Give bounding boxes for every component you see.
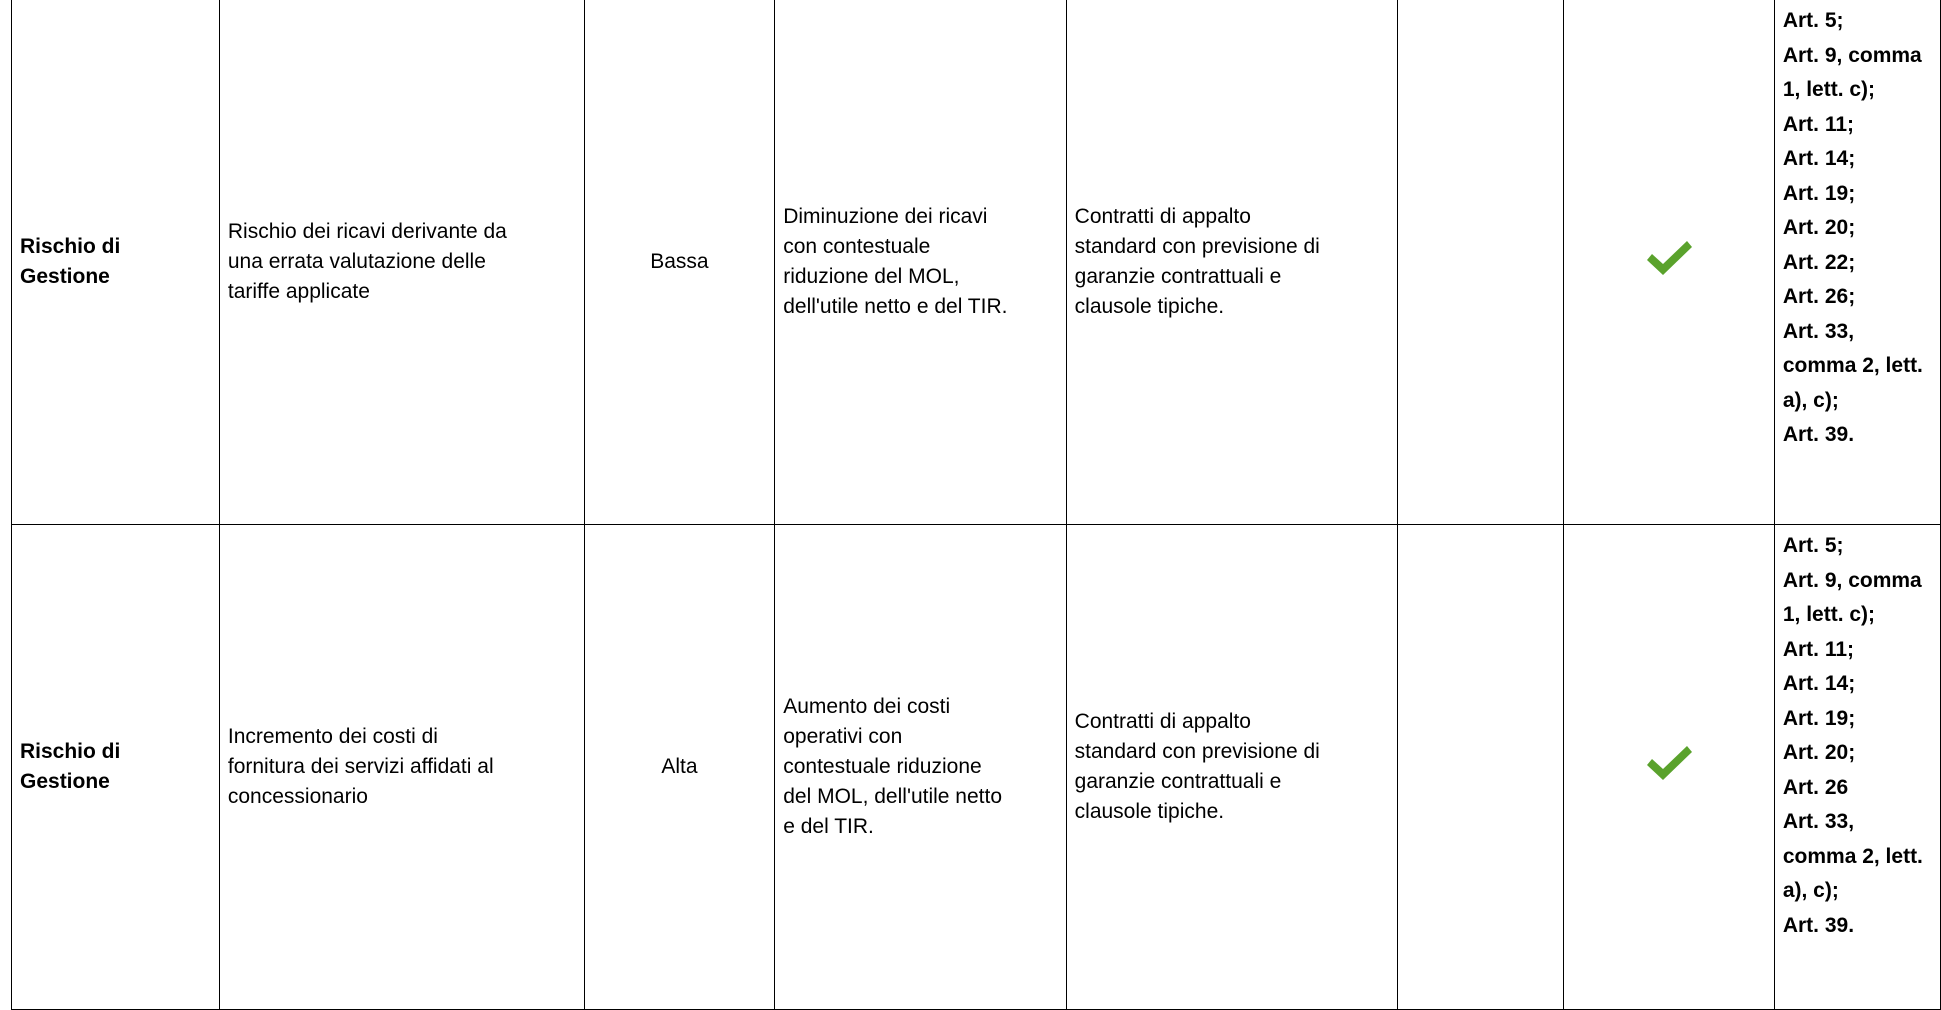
reference-line: Art. 33, bbox=[1782, 319, 1855, 343]
empty-cell[interactable] bbox=[1397, 0, 1563, 525]
allocation-cell[interactable] bbox=[1563, 0, 1774, 525]
reference-line: 1, lett. c); bbox=[1782, 78, 1876, 101]
effects-cell[interactable]: Aumento dei costi operativi con contestuale riduzione del MOL, dell'utile netto e del TIR. bbox=[775, 525, 1066, 1010]
reference-line: Art. 33, bbox=[1782, 810, 1855, 833]
mitigation-cell[interactable]: Contratti di appalto standard con previsione di garanzie contrattuali e clausole tipiche. bbox=[1066, 0, 1397, 525]
reference-line: Art. 9, comma bbox=[1782, 568, 1922, 592]
reference-line: Art. 5; bbox=[1782, 534, 1844, 557]
reference-line: a), c); bbox=[1782, 388, 1839, 412]
reference-line: Art. 39. bbox=[1782, 913, 1855, 937]
reference-line: Art. 5; bbox=[1782, 9, 1844, 32]
reference-line: Art. 11; bbox=[1782, 637, 1855, 661]
reference-line: comma 2, lett. bbox=[1782, 844, 1923, 868]
risk-category-cell[interactable]: Rischio di Gestione bbox=[12, 0, 220, 525]
probability-cell[interactable]: Alta bbox=[584, 525, 775, 1010]
reference-line: Art. 19; bbox=[1782, 181, 1856, 205]
references-cell[interactable] bbox=[1774, 0, 1940, 525]
risk-description-cell[interactable]: Rischio dei ricavi derivante da una errata valutazione delle tariffe applicate bbox=[219, 0, 584, 525]
reference-line: Art. 20; bbox=[1782, 741, 1856, 764]
empty-cell[interactable] bbox=[1397, 525, 1563, 1010]
reference-line: a), c); bbox=[1782, 879, 1839, 902]
mitigation-cell[interactable]: Contratti di appalto standard con previsione di garanzie contrattuali e clausole tipiche. bbox=[1066, 525, 1397, 1010]
allocation-cell[interactable] bbox=[1563, 525, 1774, 1010]
reference-line: Art. 19; bbox=[1782, 706, 1856, 730]
reference-line: Art. 39. bbox=[1782, 423, 1855, 446]
risk-description-cell[interactable]: Incremento dei costi di fornitura dei servizi affidati al concessionario bbox=[219, 525, 584, 1010]
table-row bbox=[12, 0, 1941, 525]
reference-line: Art. 14; bbox=[1782, 147, 1856, 170]
references-cell[interactable] bbox=[1774, 525, 1940, 1010]
check-mark-icon bbox=[1643, 238, 1695, 278]
reference-line: Art. 20; bbox=[1782, 216, 1856, 239]
risk-matrix-table bbox=[11, 0, 1941, 1010]
probability-cell[interactable]: Bassa bbox=[584, 0, 775, 525]
reference-line: Art. 22; bbox=[1782, 250, 1856, 274]
effects-cell[interactable]: Diminuzione dei ricavi con contestuale riduzione del MOL, dell'utile netto e del TIR. bbox=[775, 0, 1066, 525]
risk-category-cell[interactable]: Rischio di Gestione bbox=[12, 525, 220, 1010]
reference-line: Art. 9, comma bbox=[1782, 43, 1922, 67]
table-row bbox=[12, 525, 1941, 1010]
reference-line: Art. 26 bbox=[1782, 775, 1849, 799]
reference-line: Art. 11; bbox=[1782, 112, 1855, 136]
reference-line: comma 2, lett. bbox=[1782, 354, 1923, 377]
reference-line: Art. 14; bbox=[1782, 672, 1856, 695]
reference-line: 1, lett. c); bbox=[1782, 603, 1876, 626]
check-mark-icon bbox=[1643, 743, 1695, 783]
reference-line: Art. 26; bbox=[1782, 285, 1856, 308]
